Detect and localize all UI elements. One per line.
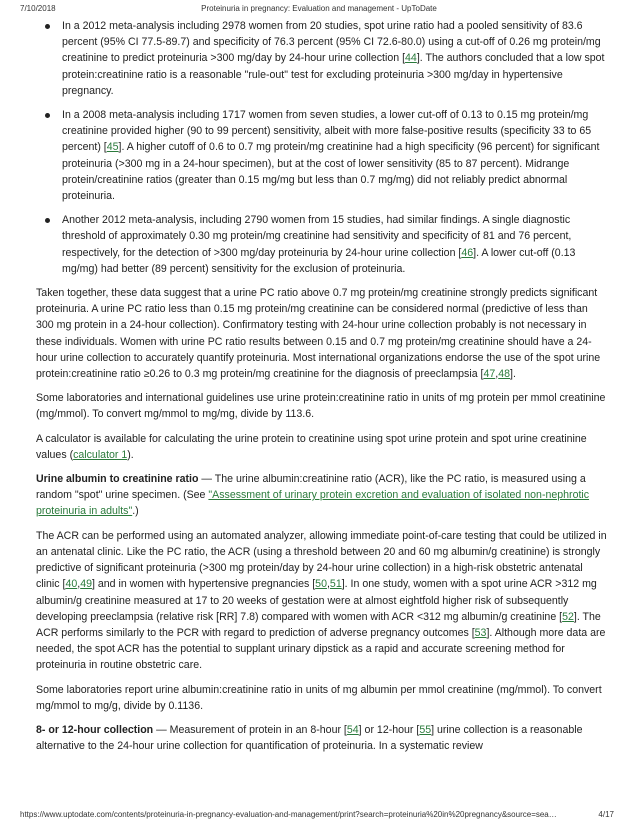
topic-link[interactable]: "Assessment of urinary protein excretion and evaluation of isolated non-nephrotic proteinuria in adults" <box>36 489 590 518</box>
bullet-dot <box>45 218 50 223</box>
paragraph: Some laboratories report urine albumin:creatinine ratio in units of mg albumin per mmol creatinine (mg/mmol). To convert mg/mmol to mg/g, divide by 0.1136. <box>36 683 602 712</box>
page-number: 4/17 <box>598 810 614 819</box>
print-title: Proteinuria in pregnancy: Evaluation and management - UpToDate <box>201 4 437 13</box>
paragraph: 8- or 12-hour collection — Measurement of protein in an 8-hour [54] or 12-hour [55] urine collection is a reasonable alternative to the 24-hour urine collection for quantification of proteinuria. In a systematic review <box>36 723 583 753</box>
print-footer <box>0 808 638 822</box>
reference-link[interactable]: 46 <box>461 246 474 259</box>
reference-link[interactable]: 55 <box>419 723 432 736</box>
reference-link[interactable]: 47 <box>483 368 496 381</box>
bullet-dot <box>45 24 50 29</box>
list-item: In a 2008 meta-analysis including 1717 women from seven studies, a lower cut-off of 0.13 to 0.15 mg protein/mg creatinine provided higher (90 to 99 percent) sensitivity, albeit with more false-positive results (specificity 33 to 65 percent) [45]. A higher cutoff of 0.6 to 0.7 mg protein/mg creatinine had a high specificity (96 percent) for significant proteinuria (>300 mg in a 24-hour specimen), but at the cost of lower sensitivity (85 to 87 percent). Midrange protein/creatinine ratios (greater than 0.15 mg/mg but less than 0.7 mg/mg) did not reliably predict abnormal proteinuria. <box>36 107 608 204</box>
paragraph: A calculator is available for calculating the urine protein to creatinine using spot urine protein and spot urine creatinine values (calculator 1). <box>36 432 587 461</box>
reference-link[interactable]: 48 <box>498 368 511 381</box>
print-header <box>0 2 638 16</box>
section-heading: Urine albumin to creatinine ratio <box>36 473 199 486</box>
paragraph: The ACR can be performed using an automated analyzer, allowing immediate point-of-care testing that could be utilized in an antenatal clinic. Like the PC ratio, the ACR (using a threshold between 20 and 60 mg albumin/g creatinine) is strongly predictive of significant proteinuria (>300 mg protein/day by 24-hour urine collection) in a high-risk obstetric antenatal clinic [40,49] and in women with hypertensive pregnancies [50,51]. In one study, women with a spot urine ACR >312 mg albumin/g creatinine measured at 17 to 20 weeks of gestation were at almost eightfold higher risk of subsequently developing preeclampsia (relative risk [RR] 7.8) compared with women with ACR <312 mg albumin/g creatinine [52]. The ACR performs similarly to the PCR with regard to prediction of adverse pregnancy outcomes [53]. Although more data are needed, the spot ACR has the potential to supplant urinary dipstick as a rapid and accurate screening method for proteinuria in routine obstetric care. <box>36 529 607 672</box>
bullet-dot <box>45 113 50 118</box>
bullet-list <box>36 18 608 277</box>
paragraph: Taken together, these data suggest that a urine PC ratio above 0.7 mg protein/mg creatinine strongly predicts significant proteinuria. A urine PC ratio less than 0.15 mg protein/mg creatinine can be considered normal (predictive of less than 300 mg protein in a 24-hour collection). Confirmatory testing with 24-hour urine collection probably is not necessary in these individuals. Women with urine PC ratio results between 0.15 and 0.7 mg protein/mg creatinine should have a 24-hour urine collection to accurately quantify proteinuria. Most international organizations endorse the use of the spot urine protein:creatinine ratio ≥0.26 to 0.3 mg protein/mg creatinine for the diagnosis of preeclampsia [47,48]. <box>36 287 601 381</box>
reference-link[interactable]: 54 <box>346 723 359 736</box>
reference-link[interactable]: 52 <box>562 610 574 623</box>
list-item: In a 2012 meta-analysis including 2978 women from 20 studies, spot urine ratio had a pooled sensitivity of 83.6 percent (95% CI 77.5-89.7) and specificity of 76.3 percent (95% CI 72.6-80.0) using a cut-off of 0.26 mg protein/mg creatinine to predict proteinuria >300 mg/day by 24-hour urine collection [44]. The authors concluded that a low spot protein:creatinine ratio is a reasonable "rule-out" test for excluding proteinuria >300 mg/day in hypertensive pregnancy. <box>36 18 608 99</box>
page-url: https://www.uptodate.com/contents/proteinuria-in-pregnancy-evaluation-and-management/print?search=proteinuria%20in%20pregnancy&source=sea… <box>20 810 557 819</box>
reference-link[interactable]: 45 <box>106 141 119 154</box>
reference-link[interactable]: 51 <box>329 578 342 591</box>
reference-link[interactable]: 40 <box>65 578 78 591</box>
paragraph: Some laboratories and international guidelines use urine protein:creatinine ratio in units of mg protein per mmol creatinine (mg/mmol). To convert mg/mmol to mg/mg, divide by 113.6. <box>36 392 606 421</box>
print-date: 7/10/2018 <box>20 4 56 13</box>
calculator-link[interactable]: calculator 1 <box>73 448 128 461</box>
paragraph: Urine albumin to creatinine ratio — The urine albumin:creatinine ratio (ACR), like the PC ratio, is measured using a random "spot" urine specimen. (See "Assessment of urinary protein excretion and evaluation of isolated non-nephrotic proteinuria in adults".) <box>36 473 590 518</box>
article-body <box>36 18 608 762</box>
reference-link[interactable]: 53 <box>474 626 487 639</box>
reference-link[interactable]: 49 <box>80 578 92 591</box>
reference-link[interactable]: 50 <box>315 578 327 591</box>
reference-link[interactable]: 44 <box>405 52 417 65</box>
section-heading: 8- or 12-hour collection <box>36 723 154 736</box>
list-item: Another 2012 meta-analysis, including 2790 women from 15 studies, had similar findings. A single diagnostic threshold of approximately 0.30 mg protein/mg creatinine had sensitivity and specificity of 81 and 76 percent, respectively, for the detection of >300 mg/day proteinuria by 24-hour urine collection [46]. A lower cut-off (0.13 mg/mg) had better (89 percent) sensitivity for the exclusion of proteinuria. <box>36 212 608 277</box>
